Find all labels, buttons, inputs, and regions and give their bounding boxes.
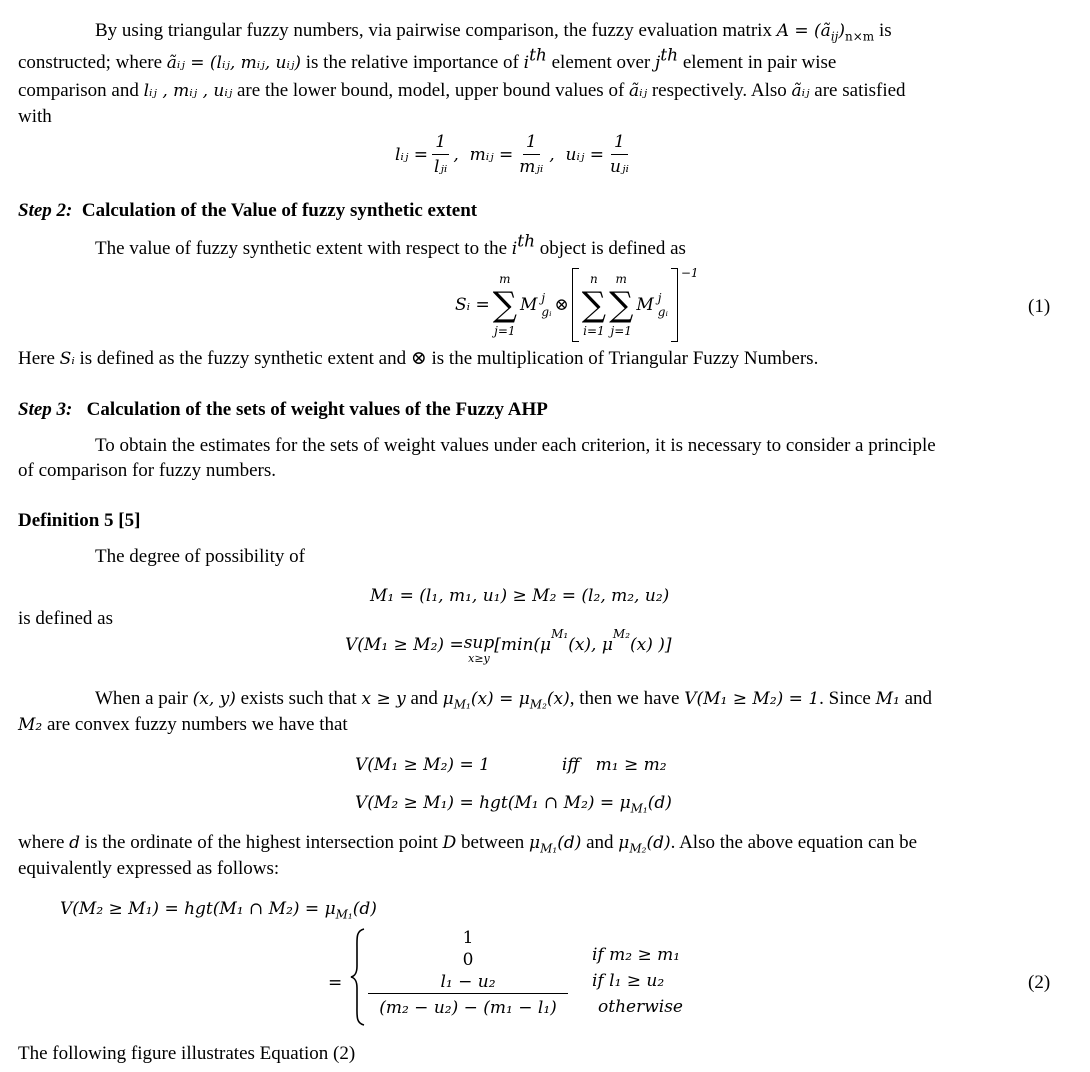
text: By using triangular fuzzy numbers, via pairwise comparison, the fuzzy evaluation matrix <box>95 20 777 41</box>
paragraph-line: where d is the ordinate of the highest intersection point D between $\mu_{M_1}(d)$ and $\mu_{M_2}(d)$. Also the above equation can be <box>18 832 918 856</box>
case-2-value: 0 <box>462 950 474 970</box>
definition-heading: Definition 5 [5] <box>18 510 141 531</box>
paragraph-line: The degree of possibility of <box>95 546 306 567</box>
paragraph-line: equivalently expressed as follows: <box>18 858 280 879</box>
summation-j: m ∑ j=1 <box>609 272 634 338</box>
paragraph-line: with <box>18 106 52 127</box>
step3-heading: Step 3: Calculation of the sets of weight values of the Fuzzy AHP <box>18 399 548 420</box>
equation-2-lhs: V(M₂ ≥ M₁) = hgt(M₁ ∩ $M_2) = \mu_{M_1}(d)$ <box>60 899 377 922</box>
case-3-numerator: l₁ − u₂ <box>368 972 568 994</box>
text: is <box>874 20 892 41</box>
equation-possibility: M₁ = (l₁, m₁, u₁) ≥ M₂ = (l₂, m₂, u₂) <box>370 586 670 606</box>
paragraph-line: M₂ are convex fuzzy numbers we have that <box>18 714 348 735</box>
paragraph-line: The value of fuzzy synthetic extent with respect to the $i^{th}$ object is defined as <box>95 231 686 259</box>
reciprocal-formula: lᵢⱼ = $\frac{1}{\text{lⱼᵢ}}$ , mᵢⱼ = $\frac{1}{\text{mⱼᵢ}}$ , uᵢⱼ = $\frac{1}{\text{uⱼᵢ}}$ <box>395 132 629 177</box>
equation-number: (1) <box>1028 296 1051 317</box>
step2-heading: Step 2: Calculation of the Value of fuzzy synthetic extent <box>18 200 478 221</box>
paragraph-line <box>95 20 892 42</box>
paragraph-line: is defined as <box>18 608 113 629</box>
equals-sign: = <box>328 973 343 993</box>
left-bracket <box>572 268 579 342</box>
paragraph-line: comparison and lᵢⱼ , mᵢⱼ , uᵢⱼ are the lower bound, model, upper bound values of ãᵢⱼ respectively. Also ãᵢⱼ are satisfied <box>18 80 906 101</box>
paragraph-line: When a pair (x, y) exists such that x ≥ y and $\mu_{M_1}(x) = \mu_{M_2}(x)$, then we have V(M₁ ≥ M₂) = 1. Since M₁ and <box>95 688 933 712</box>
equation-1: Sᵢ = m ∑ j=1 M j gᵢ ⊗ n ∑ i=1 m ∑ j=1 M j gᵢ −1 <box>455 264 702 346</box>
condition-1: V(M₁ ≥ M₂) = 1 iff m₁ ≥ m₂ <box>355 755 667 775</box>
equation-number: (2) <box>1028 972 1051 993</box>
summation-i: n ∑ i=1 <box>581 272 607 338</box>
paragraph-line: To obtain the estimates for the sets of weight values under each criterion, it is necessary to consider a principle <box>95 435 936 456</box>
summation-j: m ∑ j=1 <box>492 272 517 338</box>
math-matrix: $A = (ã_{ij})_{n\times m}$ <box>776 21 875 44</box>
case-2-condition: if l₁ ≥ u₂ <box>592 971 665 991</box>
case-3-condition: otherwise <box>598 997 683 1017</box>
paragraph-line: of comparison for fuzzy numbers. <box>18 460 277 481</box>
equation-degree: V(M₁ ≥ M₂) = sup x≥y [min(μ M₁ (x), μ M₂ (x) )] <box>345 627 672 665</box>
math-inline: ãᵢⱼ = (lᵢⱼ, mᵢⱼ, uᵢⱼ) <box>166 53 301 73</box>
condition-2: V(M₂ ≥ M₁) = hgt(M₁ ∩ $M_2) = \mu_{M_1}(d)$ <box>355 793 672 816</box>
paragraph-line: constructed; where ãᵢⱼ = (lᵢⱼ, mᵢⱼ, uᵢⱼ) is the relative importance of $i^{th}$ element over $j^{th}$ element in pair wise <box>18 45 837 73</box>
paragraph-line: Here Sᵢ is defined as the fuzzy synthetic extent and ⊗ is the multiplication of Triangular Fuzzy Numbers. <box>18 348 819 369</box>
case-1-value: 1 <box>462 928 474 948</box>
right-bracket <box>671 268 678 342</box>
case-3-denominator: (m₂ − u₂) − (m₁ − l₁) <box>379 998 557 1018</box>
paragraph-line: The following figure illustrates Equation (2) <box>18 1043 356 1064</box>
case-1-condition: if m₂ ≥ m₁ <box>592 945 681 965</box>
